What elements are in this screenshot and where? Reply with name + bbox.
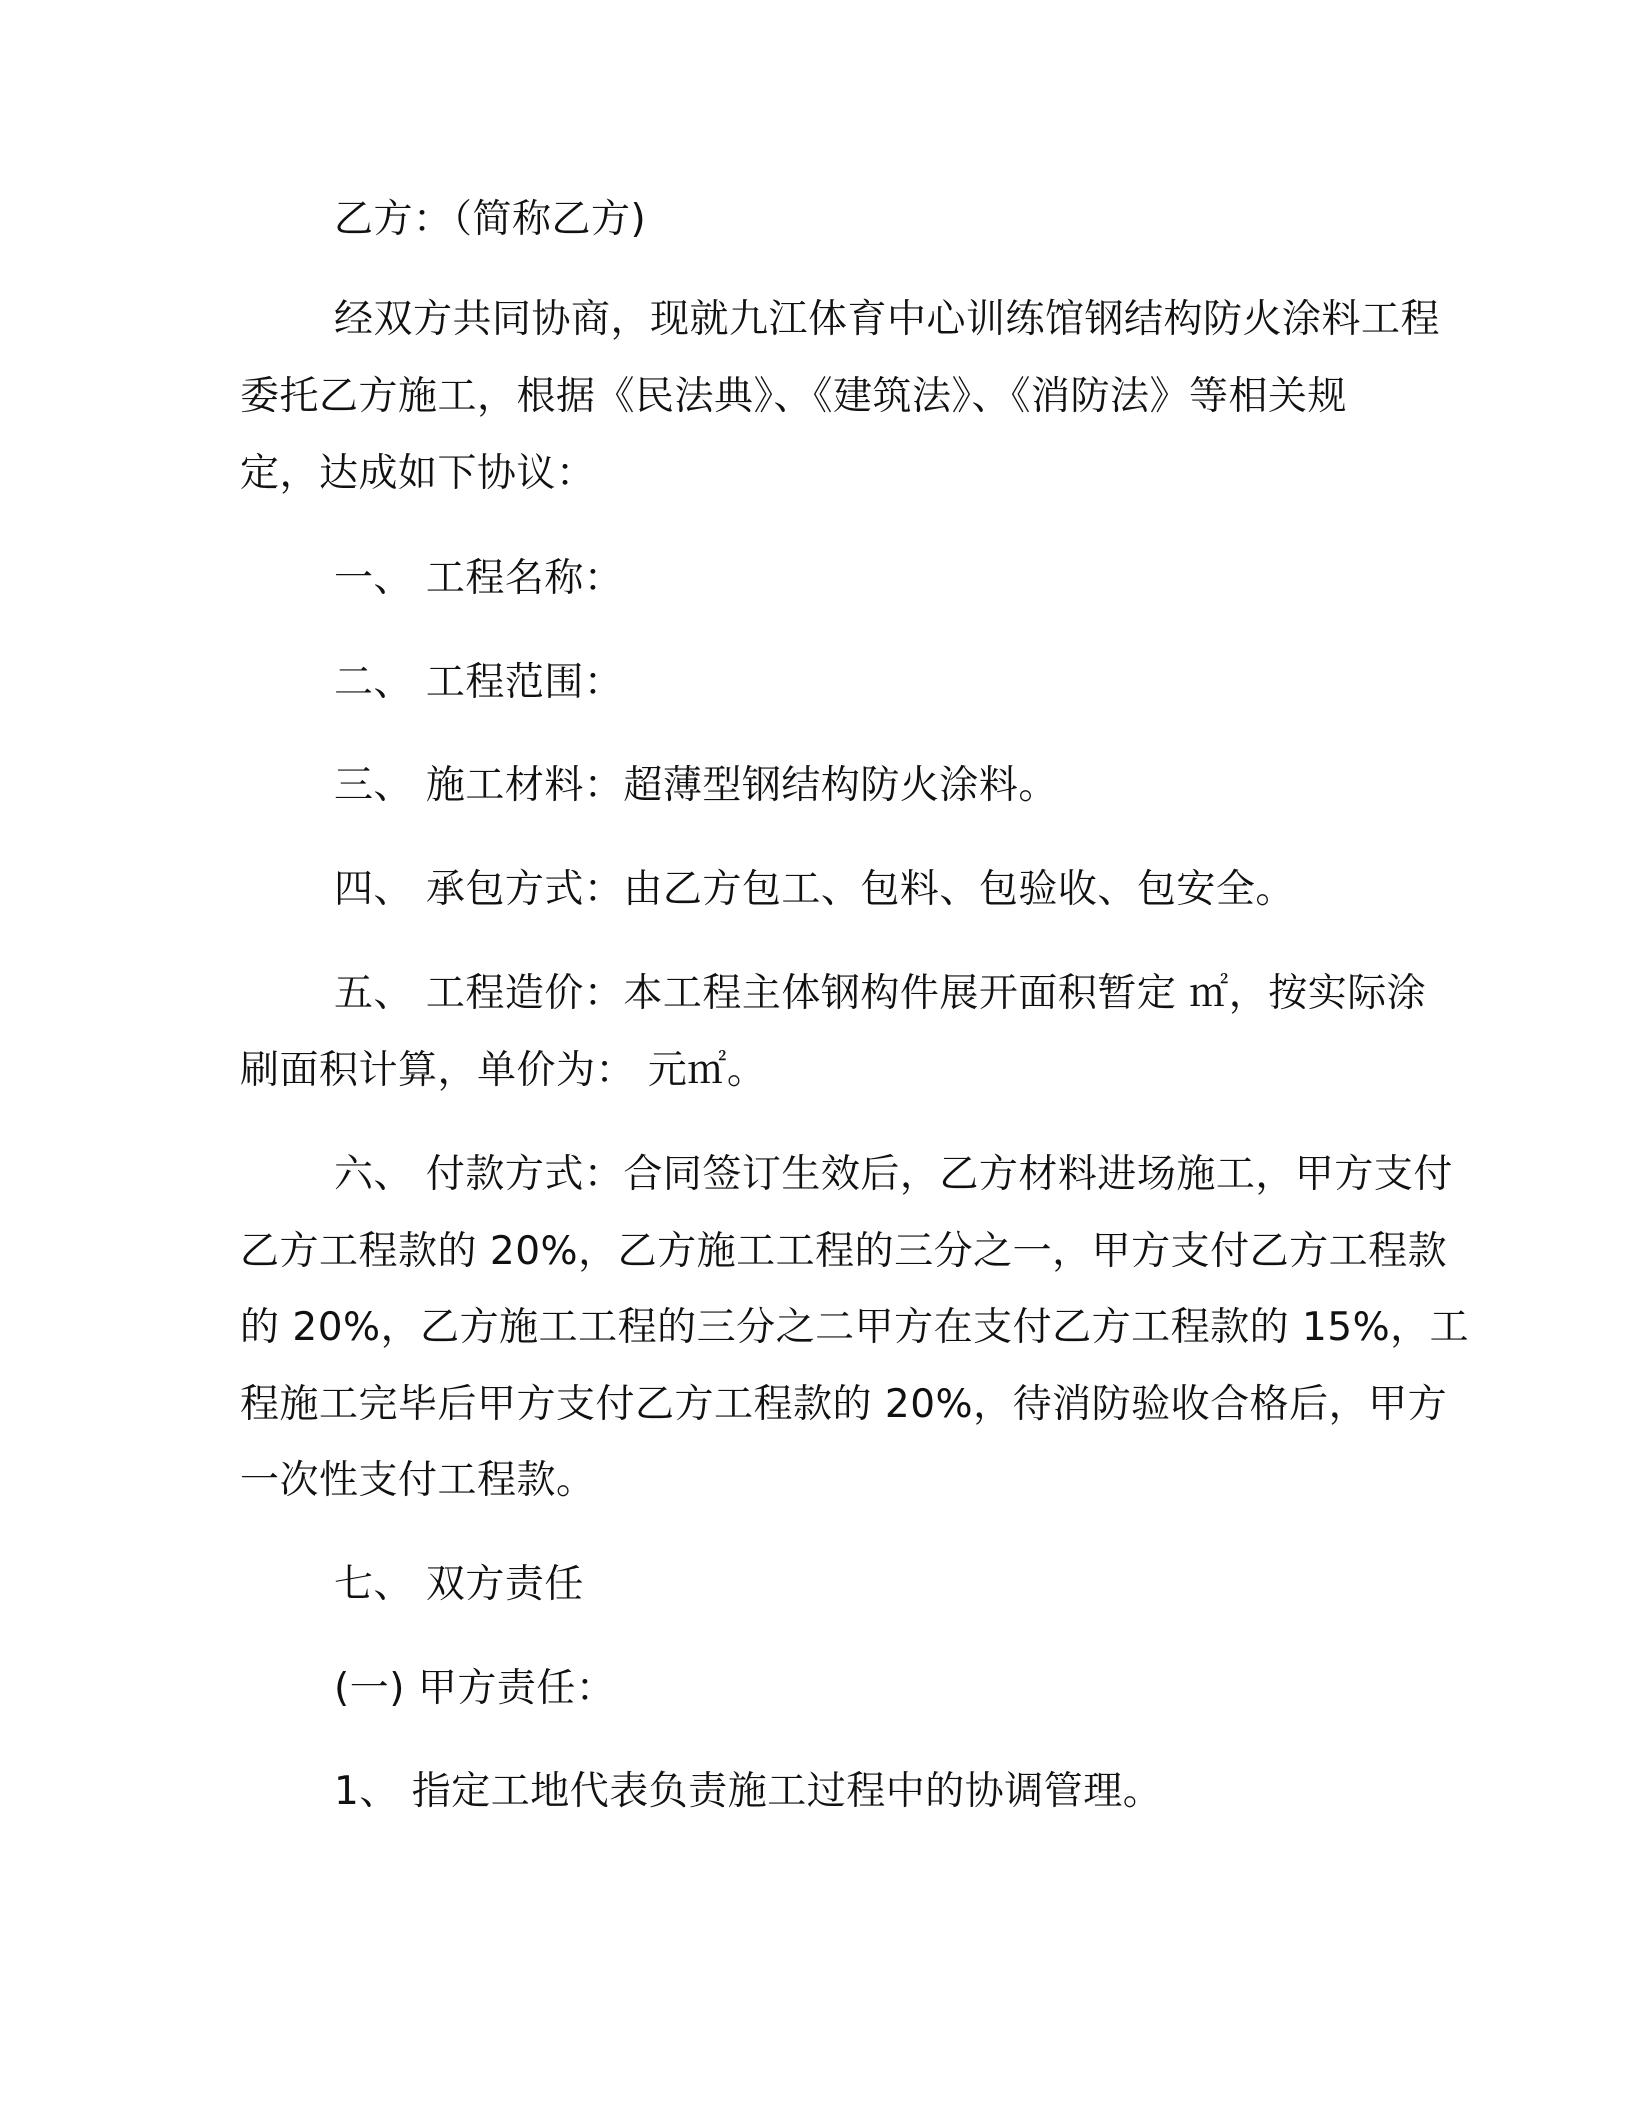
party-a-heading: (一) 甲方责任：: [334, 1666, 616, 1711]
intro-line-2: 委托乙方施工，根据《民法典》、《建筑法》、《消防法》等相关规: [240, 374, 1348, 419]
item-6-payment-line-4: 程施工完毕后甲方支付乙方工程款的 20%，待消防验收合格后，甲方: [240, 1382, 1448, 1427]
item-6-payment-line-1: 六、 付款方式：合同签订生效后，乙方材料进场施工，甲方支付: [334, 1152, 1453, 1197]
party-a-item-1: 1、 指定工地代表负责施工过程中的协调管理。: [334, 1769, 1163, 1814]
item-6-payment-line-5: 一次性支付工程款。: [240, 1458, 596, 1503]
item-6-payment-line-3: 的 20%，乙方施工工程的三分之二甲方在支付乙方工程款的 15%，工: [240, 1305, 1470, 1350]
item-5-cost-line-2: 刷面积计算，单价为： 元㎡。: [240, 1048, 767, 1093]
item-5-cost-line-1: 五、 工程造价：本工程主体钢构件展开面积暂定 ㎡，按实际涂: [334, 971, 1427, 1016]
intro-line-1: 经双方共同协商，现就九江体育中心训练馆钢结构防火涂料工程: [334, 297, 1441, 342]
item-7-responsibilities: 七、 双方责任: [334, 1562, 584, 1607]
item-2-project-scope: 二、 工程范围：: [334, 660, 624, 705]
item-4-contract-method: 四、 承包方式：由乙方包工、包料、包验收、包安全。: [334, 867, 1295, 912]
item-3-materials: 三、 施工材料：超薄型钢结构防火涂料。: [334, 763, 1058, 808]
intro-line-3: 定，达成如下协议：: [240, 451, 596, 496]
item-1-project-name: 一、 工程名称：: [334, 556, 624, 601]
item-6-payment-line-2: 乙方工程款的 20%，乙方施工工程的三分之一，甲方支付乙方工程款: [240, 1229, 1448, 1274]
party-b-line: 乙方：（简称乙方): [334, 197, 647, 242]
